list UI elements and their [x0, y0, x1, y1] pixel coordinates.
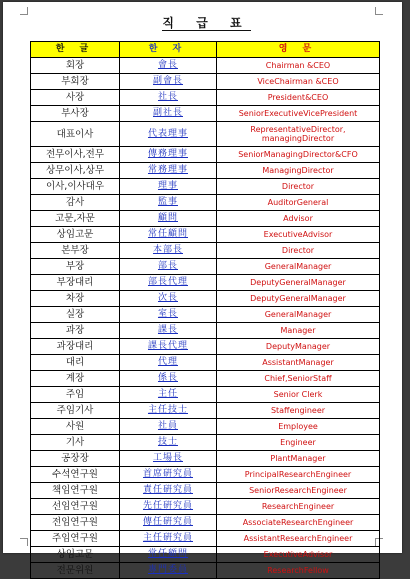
english-title-cell: Chief,SeniorStaff — [217, 371, 380, 387]
english-title-cell: Engineer — [217, 435, 380, 451]
table-row — [31, 515, 380, 531]
english-title-cell: ViceChairman &CEO — [217, 74, 380, 90]
hanja-title-cell: 主任硏究員 — [120, 531, 217, 547]
korean-title-cell: 기사 — [31, 435, 120, 451]
table-row — [31, 291, 380, 307]
hanja-title-cell: 主任 — [120, 387, 217, 403]
hanja-title-cell: 課長 — [120, 323, 217, 339]
korean-title-cell: 상임고문 — [31, 227, 120, 243]
hanja-title-cell: 專門委員 — [120, 563, 217, 579]
english-title-cell: President&CEO — [217, 90, 380, 106]
table-row — [31, 259, 380, 275]
english-title-cell: SeniorManagingDirector&CFO — [217, 147, 380, 163]
english-title-cell: SeniorResearchEngineer — [217, 483, 380, 499]
table-row — [31, 387, 380, 403]
english-title-cell: Staffengineer — [217, 403, 380, 419]
table-row — [31, 531, 380, 547]
english-title-cell: ExecutiveAdvisor — [217, 227, 380, 243]
english-title-cell: AuditorGeneral — [217, 195, 380, 211]
english-title-cell: ResearchFellow — [217, 563, 380, 579]
hanja-title-cell: 顧問 — [120, 211, 217, 227]
table-row — [31, 435, 380, 451]
korean-title-cell: 상무이사,상무 — [31, 163, 120, 179]
english-title-cell — [217, 122, 380, 147]
table-row — [31, 147, 380, 163]
korean-title-cell: 전문위원 — [31, 563, 120, 579]
table-row — [31, 211, 380, 227]
page-title-text: 직 급 표 — [162, 16, 251, 30]
korean-title-cell: 사원 — [31, 419, 120, 435]
korean-title-cell: 고문,자문 — [31, 211, 120, 227]
hanja-title-cell: 課長代理 — [120, 339, 217, 355]
hanja-title-cell: 部長代理 — [120, 275, 217, 291]
korean-title-cell: 본부장 — [31, 243, 120, 259]
korean-title-cell: 책임연구원 — [31, 483, 120, 499]
english-title-cell: ResearchEngineer — [217, 499, 380, 515]
header-hanja: 한 자 — [120, 42, 217, 58]
table-row — [31, 227, 380, 243]
english-title-cell: Chairman &CEO — [217, 58, 380, 74]
english-title-cell: AssistantManager — [217, 355, 380, 371]
hanja-title-cell: 理事 — [120, 179, 217, 195]
table-header-row — [31, 42, 380, 58]
rank-table — [30, 41, 380, 579]
hanja-title-cell: 常任顧問 — [120, 547, 217, 563]
korean-title-cell: 대리 — [31, 355, 120, 371]
table-row — [31, 275, 380, 291]
table-row — [31, 323, 380, 339]
english-title-cell: Employee — [217, 419, 380, 435]
korean-title-cell: 계장 — [31, 371, 120, 387]
english-title-cell: Director — [217, 243, 380, 259]
english-title-cell: DeputyGeneralManager — [217, 291, 380, 307]
header-korean: 한 글 — [31, 42, 120, 58]
hanja-title-cell: 工場長 — [120, 451, 217, 467]
table-row — [31, 451, 380, 467]
korean-title-cell: 회장 — [31, 58, 120, 74]
hanja-title-cell: 本部長 — [120, 243, 217, 259]
hanja-title-cell: 代理 — [120, 355, 217, 371]
korean-title-cell: 이사,이사대우 — [31, 179, 120, 195]
table-row — [31, 179, 380, 195]
hanja-title-cell: 先任硏究員 — [120, 499, 217, 515]
table-row — [31, 122, 380, 147]
korean-title-cell: 부회장 — [31, 74, 120, 90]
korean-title-cell: 선임연구원 — [31, 499, 120, 515]
table-row — [31, 419, 380, 435]
hanja-title-cell: 常務理事 — [120, 163, 217, 179]
korean-title-cell: 수석연구원 — [31, 467, 120, 483]
table-row — [31, 339, 380, 355]
korean-title-cell: 부장 — [31, 259, 120, 275]
english-title-line: managingDirector — [261, 134, 335, 143]
table-row — [31, 106, 380, 122]
korean-title-cell: 공장장 — [31, 451, 120, 467]
english-title-cell: DeputyGeneralManager — [217, 275, 380, 291]
korean-title-cell: 주임기사 — [31, 403, 120, 419]
hanja-title-cell: 副會長 — [120, 74, 217, 90]
english-title-cell: ManagingDirector — [217, 163, 380, 179]
hanja-title-cell: 常任顧問 — [120, 227, 217, 243]
table-row — [31, 195, 380, 211]
korean-title-cell: 사장 — [31, 90, 120, 106]
table-row — [31, 355, 380, 371]
margin-corner-mark — [20, 538, 28, 546]
hanja-title-cell: 部長 — [120, 259, 217, 275]
hanja-title-cell: 次長 — [120, 291, 217, 307]
hanja-title-cell: 室長 — [120, 307, 217, 323]
table-row — [31, 403, 380, 419]
korean-title-cell: 상임고문 — [31, 547, 120, 563]
korean-title-cell: 과장 — [31, 323, 120, 339]
table-row — [31, 371, 380, 387]
page-title — [3, 14, 402, 31]
hanja-title-cell: 代表理事 — [120, 122, 217, 147]
table-row — [31, 563, 380, 579]
table-row — [31, 74, 380, 90]
table-row — [31, 483, 380, 499]
english-title-cell: AssistantResearchEngineer — [217, 531, 380, 547]
hanja-title-cell: 監事 — [120, 195, 217, 211]
korean-title-cell: 부장대리 — [31, 275, 120, 291]
english-title-cell: AssociateResearchEngineer — [217, 515, 380, 531]
korean-title-cell: 부사장 — [31, 106, 120, 122]
table-row — [31, 90, 380, 106]
korean-title-cell: 전임연구원 — [31, 515, 120, 531]
english-title-cell: Senior Clerk — [217, 387, 380, 403]
table-row — [31, 499, 380, 515]
hanja-title-cell: 首席硏究員 — [120, 467, 217, 483]
hanja-title-cell: 社員 — [120, 419, 217, 435]
english-title-cell: PrincipalResearchEngineer — [217, 467, 380, 483]
table-row — [31, 243, 380, 259]
english-title-cell: ExecutiveAdvisor — [217, 547, 380, 563]
english-title-cell: SeniorExecutiveVicePresident — [217, 106, 380, 122]
header-english: 영 문 — [217, 42, 380, 58]
english-title-cell: Director — [217, 179, 380, 195]
hanja-title-cell: 責任硏究員 — [120, 483, 217, 499]
english-title-cell: Manager — [217, 323, 380, 339]
hanja-title-cell: 主任技士 — [120, 403, 217, 419]
english-title-cell: DeputyManager — [217, 339, 380, 355]
hanja-title-cell: 技士 — [120, 435, 217, 451]
korean-title-cell: 감사 — [31, 195, 120, 211]
hanja-title-cell: 會長 — [120, 58, 217, 74]
korean-title-cell: 대표이사 — [31, 122, 120, 147]
english-title-cell: Advisor — [217, 211, 380, 227]
korean-title-cell: 주임연구원 — [31, 531, 120, 547]
english-title-cell: GeneralManager — [217, 259, 380, 275]
english-title-cell: GeneralManager — [217, 307, 380, 323]
korean-title-cell: 전무이사,전무 — [31, 147, 120, 163]
hanja-title-cell: 係長 — [120, 371, 217, 387]
korean-title-cell: 과장대리 — [31, 339, 120, 355]
hanja-title-cell: 副社長 — [120, 106, 217, 122]
korean-title-cell: 실장 — [31, 307, 120, 323]
table-row — [31, 58, 380, 74]
hanja-title-cell: 傳務理事 — [120, 147, 217, 163]
table-row — [31, 467, 380, 483]
hanja-title-cell: 傳任硏究員 — [120, 515, 217, 531]
korean-title-cell: 차장 — [31, 291, 120, 307]
korean-title-cell: 주임 — [31, 387, 120, 403]
hanja-title-cell: 社長 — [120, 90, 217, 106]
english-title-line: RepresentativeDirector, — [250, 125, 346, 134]
document-page — [3, 2, 402, 576]
table-row — [31, 307, 380, 323]
table-row — [31, 163, 380, 179]
english-title-cell: PlantManager — [217, 451, 380, 467]
